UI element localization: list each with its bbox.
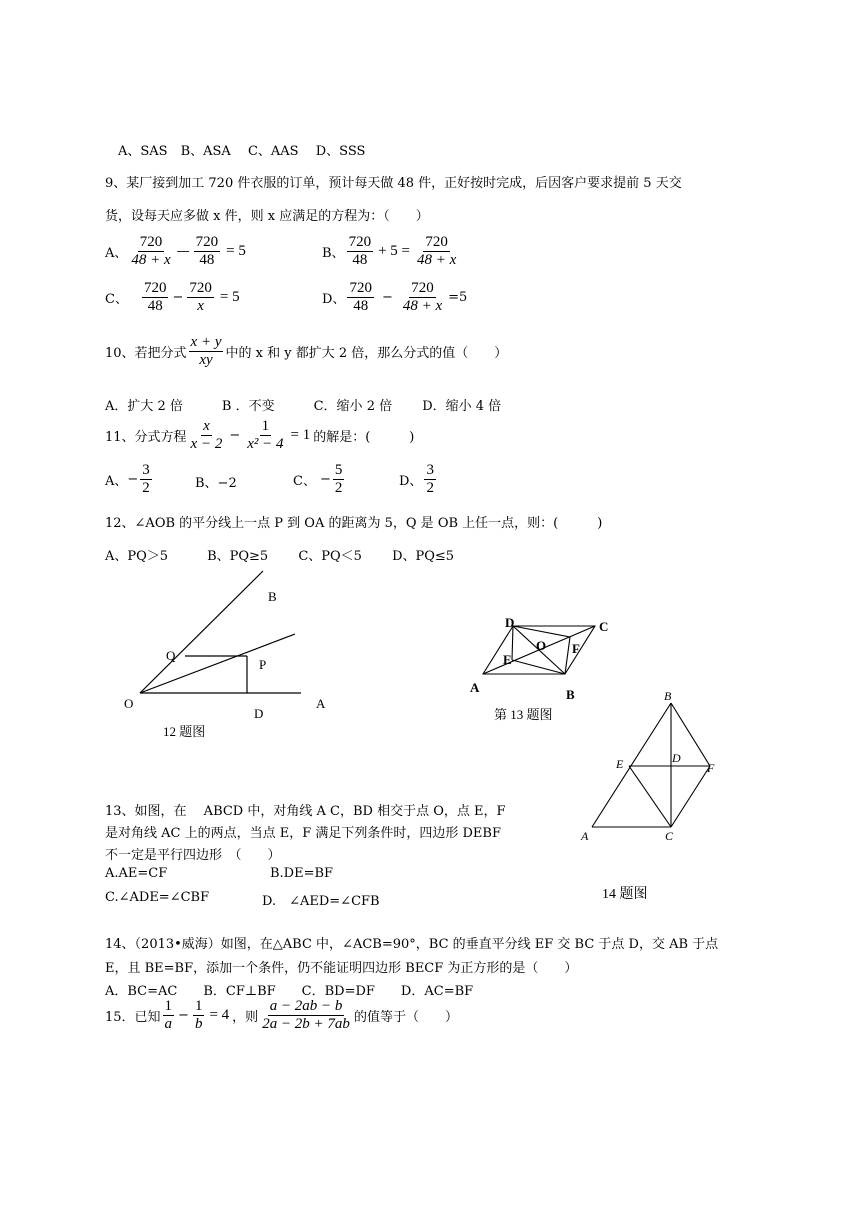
q12-options: A、PQ＞5 B、PQ≥5 C、PQ＜5 D、PQ≤5 xyxy=(105,549,455,564)
fig13-caption: 第 13 题图 xyxy=(494,707,553,722)
q11-option-c: C、 − $\frac{5}{2}$ xyxy=(293,462,343,497)
q12-question: 12、∠AOB 的平分线上一点 P 到 OA 的距离为 5，Q 是 OB 上任一点，则：( ) xyxy=(105,516,603,531)
fig12-label-o: O xyxy=(124,696,134,711)
segment-fb xyxy=(565,637,570,674)
q14-line1: 14、（2013•威海）如图，在△ABC 中，∠ACB=90°，BC 的垂直平分线 EF 交 BC 于点 D，交 AB 于点 xyxy=(105,937,719,952)
fig12-label-d: D xyxy=(254,706,264,721)
q8-options: A、SAS B、ASA C、AAS D、SSS xyxy=(118,144,366,159)
fig13-label-e: E xyxy=(503,652,512,667)
fig14-label-a: A xyxy=(581,829,589,843)
fig13-label-b: B xyxy=(566,687,575,702)
fig13-label-c: C xyxy=(599,619,609,634)
segment-ec xyxy=(629,766,671,827)
q14-options: A．BC=AC B．CF⊥BF C．BD=DF D．AC=BF xyxy=(105,984,474,999)
fig13-label-f: F xyxy=(572,641,580,656)
fig13-label-o: O xyxy=(536,638,547,653)
fig12-label-q: Q xyxy=(166,648,176,663)
ray-ob xyxy=(140,571,263,693)
fig12-label-a: A xyxy=(316,696,326,711)
fig12-label-p: P xyxy=(259,657,267,672)
q11-option-d: D、 $\frac{3}{2}$ xyxy=(399,462,434,497)
fig13-label-a: A xyxy=(470,680,480,695)
angle-bisector xyxy=(140,634,295,693)
segment-ab xyxy=(592,703,671,827)
fig12-label-b: B xyxy=(268,589,277,604)
option-label: A、 xyxy=(105,246,128,262)
q9-option-b: B、 $\frac{720}{48}$ + 5 = $\frac{720}{48 + x}$ xyxy=(322,234,457,269)
fig14-label-d: D xyxy=(672,751,681,765)
fig14-label-b: B xyxy=(664,689,672,703)
q9-option-d: D、 $\frac{720}{48}$ − $\frac{720}{48 + x}$ =5 xyxy=(322,280,468,315)
fig14-label-e: E xyxy=(616,757,624,771)
fig13-label-d: D xyxy=(505,615,515,630)
q13-line1: 13、如图，在 ABCD 中，对角线 A C，BD 相交于点 O，点 E，F xyxy=(105,804,506,819)
q9-option-c: C、 $\frac{720}{48}$ − $\frac{720}{x}$ = 5 xyxy=(105,280,240,315)
q11-question: 11、分式方程 $\frac{x}{x - 2}$ − $\frac{1}{\text{x² − 4}}$ = 1 的解是：( ) xyxy=(105,418,415,453)
q13-line3: 不一定是平行四边形 （ ） xyxy=(105,848,281,863)
q11-option-a: A、 − $\frac{3}{2}$ xyxy=(105,462,150,497)
fig14-label-c: C xyxy=(665,829,674,843)
q9-text-line1: 9、某厂接到加工 720 件衣服的订单，预计每天做 48 件，正好按时完成，后因客户要求提前 5 天交 xyxy=(105,176,682,191)
q14-line2: E，且 BE=BF，添加一个条件，仍不能证明四边形 BECF 为正方形的是（ ） xyxy=(105,961,578,976)
segment-df xyxy=(513,626,570,637)
q10-options: A．扩大 2 倍 B ．不变 C．缩小 2 倍 D．缩小 4 倍 xyxy=(105,399,502,414)
fig14-caption: 14 题图 xyxy=(602,887,648,902)
segment-fc xyxy=(671,766,710,827)
q13-option-d: D. ∠AED=∠CFB xyxy=(262,894,380,909)
q13-option-c: C.∠ADE=∠CBF xyxy=(105,890,210,905)
q13-option-b: B.DE=BF xyxy=(270,866,334,881)
q13-line2: 是对角线 AC 上的两点，当点 E，F 满足下列条件时，四边形 DEBF xyxy=(105,826,501,841)
q10-question: 10、若把分式 $\frac{x + y}{xy}$ 中的 x 和 y 都扩大 2 倍，那么分式的值（ ） xyxy=(105,334,508,369)
q13-option-a: A.AE=CF xyxy=(105,866,168,881)
fig14-label-f: F xyxy=(707,761,715,775)
q9-option-a: A、 $\frac{720}{48 + x}$ — $\frac{720}{48}$ = 5 xyxy=(105,234,246,269)
fig12-caption: 12 题图 xyxy=(163,724,206,739)
q15-question: 15．已知 $\frac{1}{a}$ − $\frac{1}{b}$ = 4 ，则 $\frac{a - 2ab - b}{2a - 2b + 7ab}$ 的值等于（ ） xyxy=(105,998,458,1033)
q9-text-line2: 货，设每天应多做 x 件，则 x 应满足的方程为：（ ） xyxy=(105,209,429,224)
segment-de xyxy=(512,626,513,660)
q11-option-b: B、−2 xyxy=(195,476,237,491)
